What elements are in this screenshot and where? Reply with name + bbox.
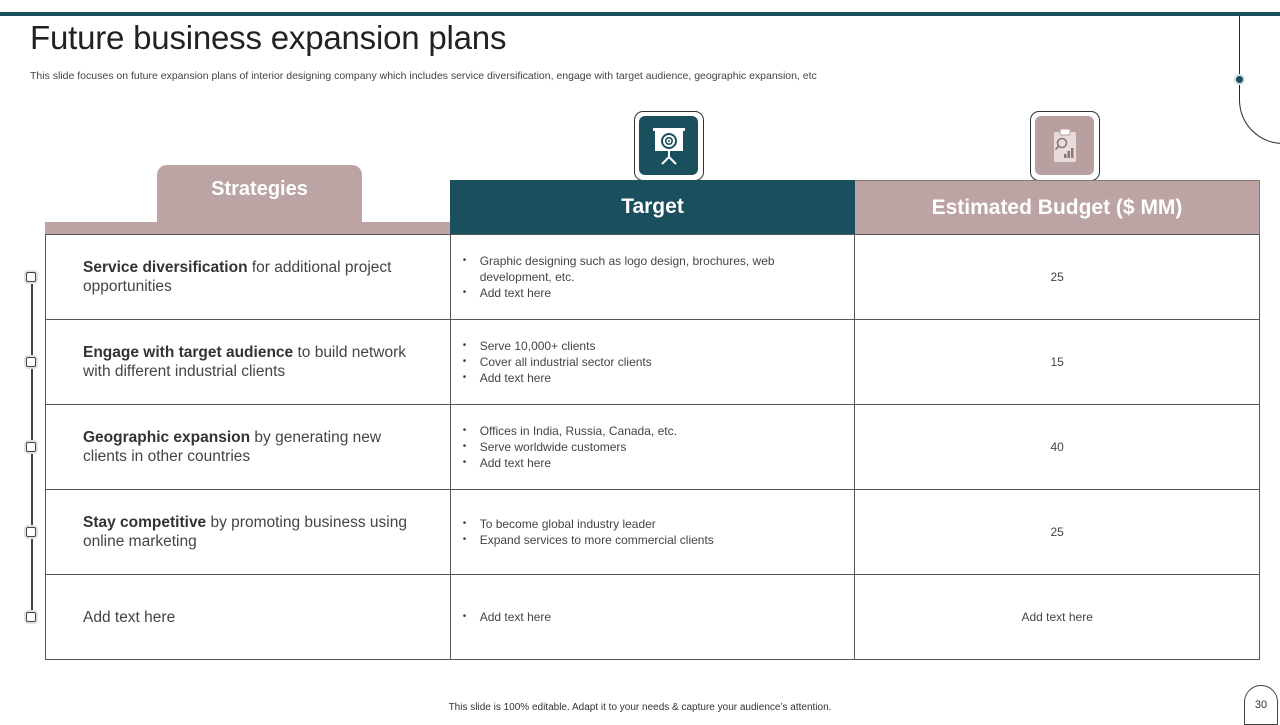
table-row — [46, 490, 1260, 575]
header-budget: Estimated Budget ($ MM) — [855, 180, 1260, 234]
target-cell — [451, 575, 856, 660]
strategy-title: Service diversification — [83, 259, 248, 276]
budget-cell: 15 — [855, 320, 1260, 405]
strategy-description: Add text here — [83, 608, 176, 626]
header-strategies: Strategies — [157, 165, 362, 225]
strategy-cell — [46, 405, 451, 490]
target-item: • Cover all industrial sector clients — [463, 354, 652, 370]
slide-footer: This slide is 100% editable. Adapt it to your needs & capture your audience’s attention. — [448, 702, 832, 713]
target-item: • Serve 10,000+ clients — [463, 338, 652, 354]
target-item: • To become global industry leader — [463, 516, 714, 532]
strategy-description: to build network with different industrial clients — [83, 344, 407, 380]
timeline-marker — [26, 357, 36, 367]
strategy-description: by promoting business using online marketing — [83, 514, 407, 550]
strategies-header-strip — [45, 222, 450, 234]
decorative-curve — [1239, 16, 1280, 144]
strategy-cell — [46, 490, 451, 575]
timeline-marker — [26, 612, 36, 622]
header-target: Target — [450, 180, 855, 234]
page-number: 30 — [1244, 685, 1278, 725]
timeline-marker — [26, 272, 36, 282]
target-list — [463, 338, 652, 386]
target-cell — [451, 405, 856, 490]
strategy-title: Stay competitive — [83, 514, 207, 531]
timeline-marker — [26, 527, 36, 537]
target-item: • Add text here — [463, 285, 825, 301]
target-list — [463, 516, 714, 548]
target-item: • Graphic designing such as logo design, brochures, web development, etc. — [463, 253, 825, 285]
budget-cell: Add text here — [855, 575, 1260, 660]
target-cell — [451, 490, 856, 575]
budget-cell: 25 — [855, 235, 1260, 320]
table-row — [46, 320, 1260, 405]
strategy-description: by generating new clients in other countries — [83, 429, 382, 465]
strategy-cell — [46, 320, 451, 405]
budget-cell: 25 — [855, 490, 1260, 575]
target-cell — [451, 235, 856, 320]
decorative-dot — [1236, 76, 1243, 83]
strategy-cell — [46, 575, 451, 660]
target-list — [463, 423, 677, 471]
target-item: • Serve worldwide customers — [463, 439, 677, 455]
strategy-cell — [46, 235, 451, 320]
target-list — [463, 253, 825, 301]
table-row — [46, 575, 1260, 660]
budget-icon-box — [1030, 111, 1100, 181]
clipboard-chart-icon — [1050, 128, 1080, 164]
plans-table — [45, 234, 1260, 660]
target-list — [463, 609, 551, 625]
target-item: • Add text here — [463, 455, 677, 471]
strategy-title: Geographic expansion — [83, 429, 251, 446]
target-cell — [451, 320, 856, 405]
target-icon-box — [634, 111, 704, 181]
table-row — [46, 235, 1260, 320]
target-item: • Expand services to more commercial clients — [463, 532, 714, 548]
target-item: • Add text here — [463, 609, 551, 625]
slide-title: Future business expansion plans — [30, 19, 507, 56]
budget-cell: 40 — [855, 405, 1260, 490]
slide-subtitle: This slide focuses on future expansion plans of interior designing company which includes service diversification, engage with target audience, geographic expansion, etc — [30, 70, 817, 82]
target-item: • Offices in India, Russia, Canada, etc. — [463, 423, 677, 439]
presentation-target-icon — [652, 126, 686, 166]
top-accent-bar — [0, 12, 1280, 16]
timeline-marker — [26, 442, 36, 452]
table-row — [46, 405, 1260, 490]
strategy-description: for additional project opportunities — [83, 259, 392, 295]
strategy-title: Engage with target audience — [83, 344, 294, 361]
target-item: • Add text here — [463, 370, 652, 386]
